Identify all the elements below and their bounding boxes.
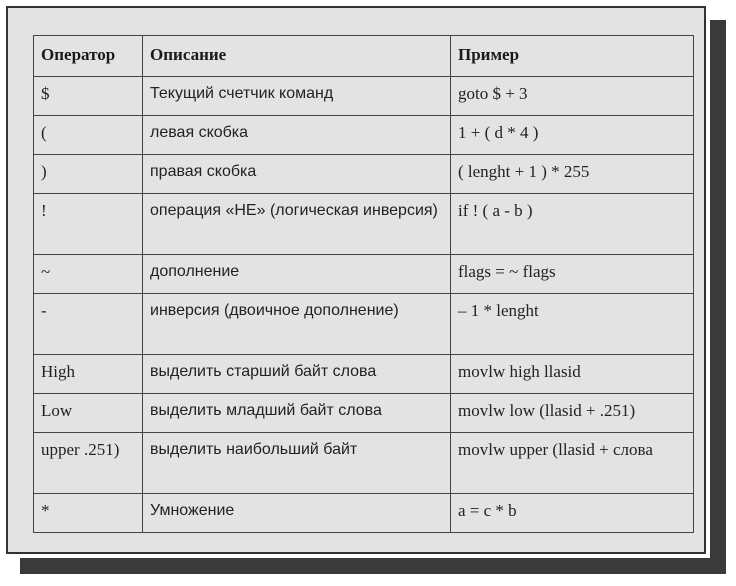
cell-description: дополнение [143, 255, 451, 294]
header-operator: Оператор [34, 36, 143, 77]
header-row [34, 36, 694, 77]
cell-description: инверсия (двоичное дополнение) [143, 294, 451, 355]
table-row [34, 394, 694, 433]
cell-description: выделить старший байт слова [143, 355, 451, 394]
table-row [34, 155, 694, 194]
cell-description: правая скобка [143, 155, 451, 194]
cell-operator: ~ [34, 255, 143, 294]
operators-table [33, 35, 694, 533]
cell-description: левая скобка [143, 116, 451, 155]
cell-operator: * [34, 494, 143, 533]
cell-operator: ) [34, 155, 143, 194]
table-row [34, 116, 694, 155]
cell-example: movlw high llasid [451, 355, 694, 394]
cell-example: movlw upper (llasid + слова [451, 433, 694, 494]
cell-description: операция «НЕ» (логическая инверсия) [143, 194, 451, 255]
table-frame [6, 6, 706, 554]
table-row [34, 433, 694, 494]
table-row [34, 294, 694, 355]
cell-example: movlw low (llasid + .251) [451, 394, 694, 433]
frame-shadow-bottom [20, 558, 726, 574]
cell-description: Умножение [143, 494, 451, 533]
cell-operator: High [34, 355, 143, 394]
cell-operator: $ [34, 77, 143, 116]
table-row [34, 494, 694, 533]
cell-operator: ( [34, 116, 143, 155]
cell-operator: upper .251) [34, 433, 143, 494]
cell-example: – 1 * lenght [451, 294, 694, 355]
cell-operator: Low [34, 394, 143, 433]
cell-example: flags = ~ flags [451, 255, 694, 294]
cell-example: a = c * b [451, 494, 694, 533]
cell-description: выделить младший байт слова [143, 394, 451, 433]
cell-example: goto $ + 3 [451, 77, 694, 116]
cell-description: выделить наибольший байт [143, 433, 451, 494]
cell-operator: ! [34, 194, 143, 255]
header-description: Описание [143, 36, 451, 77]
cell-operator: - [34, 294, 143, 355]
cell-example: if ! ( a - b ) [451, 194, 694, 255]
table-row [34, 255, 694, 294]
table-row [34, 77, 694, 116]
cell-example: 1 + ( d * 4 ) [451, 116, 694, 155]
table-row [34, 194, 694, 255]
cell-description: Текущий счетчик команд [143, 77, 451, 116]
table-row [34, 355, 694, 394]
frame-shadow-right [710, 20, 726, 574]
cell-example: ( lenght + 1 ) * 255 [451, 155, 694, 194]
header-example: Пример [451, 36, 694, 77]
